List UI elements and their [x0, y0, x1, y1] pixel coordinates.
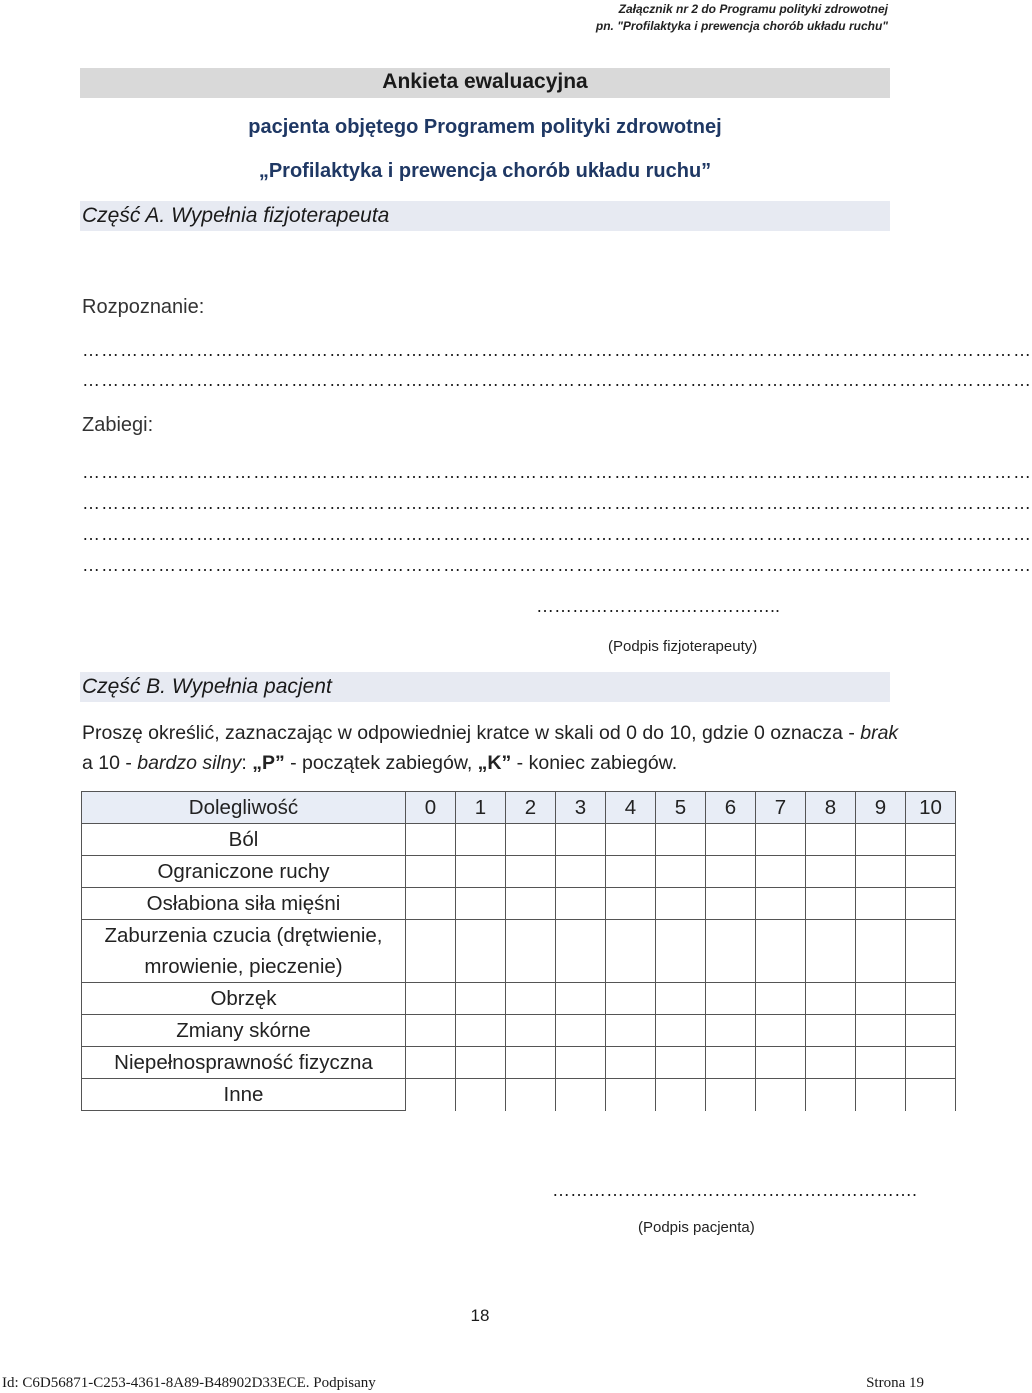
scale-cell-2[interactable]	[506, 1015, 556, 1047]
scale-cell-2[interactable]	[506, 1079, 556, 1111]
scale-cell-9[interactable]	[856, 856, 906, 888]
instructions: Proszę określić, zaznaczając w odpowiedniej kratce w skali od 0 do 10, gdzie 0 oznacza - brak a 10 - bardzo silny: „P” - początek zabiegów, „K” - koniec zabiegów.	[82, 722, 899, 774]
scale-cell-7[interactable]	[756, 1079, 806, 1111]
scale-cell-6[interactable]	[706, 1079, 756, 1111]
scale-cell-3[interactable]	[556, 856, 606, 888]
treatments-line-2[interactable]: ……………………………………………………………………………………………………………………………………	[82, 493, 1032, 513]
scale-cell-8[interactable]	[806, 888, 856, 920]
column-header-9: 9	[856, 792, 906, 824]
scale-cell-4[interactable]	[606, 1047, 656, 1079]
symptom-label: Niepełnosprawność fizyczna	[82, 1047, 406, 1079]
column-header-7: 7	[756, 792, 806, 824]
scale-cell-8[interactable]	[806, 1015, 856, 1047]
scale-cell-1[interactable]	[456, 1047, 506, 1079]
scale-cell-3[interactable]	[556, 888, 606, 920]
symptom-label: Inne	[82, 1079, 406, 1111]
scale-cell-9[interactable]	[856, 888, 906, 920]
column-header-3: 3	[556, 792, 606, 824]
table-row	[82, 1047, 956, 1079]
scale-cell-1[interactable]	[456, 856, 506, 888]
scale-cell-7[interactable]	[756, 920, 806, 983]
scale-cell-0[interactable]	[406, 1079, 456, 1111]
scale-cell-8[interactable]	[806, 920, 856, 983]
header-line-2: pn. "Profilaktyka i prewencja chorób układu ruchu"	[595, 19, 888, 33]
physio-signature-line[interactable]: …………………………………..	[536, 596, 781, 616]
subtitle-program: pacjenta objętego Programem polityki zdrowotnej	[248, 116, 722, 138]
scale-cell-3[interactable]	[556, 1015, 606, 1047]
symptom-label: Zaburzenia czucia (drętwienie, mrowienie, pieczenie)	[82, 920, 406, 983]
page-title: Ankieta ewaluacyjna	[382, 70, 588, 93]
table-header-row	[82, 792, 956, 824]
diagnosis-line-2[interactable]: ……………………………………………………………………………………………………………………………………	[82, 370, 1032, 390]
symptom-label: Ból	[82, 824, 406, 856]
table-row	[82, 1015, 956, 1047]
scale-cell-0[interactable]	[406, 983, 456, 1015]
scale-cell-10[interactable]	[906, 824, 956, 856]
column-header-symptom: Dolegliwość	[82, 792, 406, 824]
page-number: 18	[470, 1306, 490, 1325]
scale-cell-2[interactable]	[506, 920, 556, 983]
scale-cell-0[interactable]	[406, 920, 456, 983]
scale-cell-9[interactable]	[856, 983, 906, 1015]
column-header-5: 5	[656, 792, 706, 824]
scale-cell-4[interactable]	[606, 824, 656, 856]
scale-cell-10[interactable]	[906, 983, 956, 1015]
treatments-label: Zabiegi:	[82, 414, 154, 436]
scale-cell-10[interactable]	[906, 856, 956, 888]
scale-cell-0[interactable]	[406, 824, 456, 856]
scale-cell-6[interactable]	[706, 856, 756, 888]
column-header-8: 8	[806, 792, 856, 824]
scale-cell-5[interactable]	[656, 824, 706, 856]
scale-cell-9[interactable]	[856, 920, 906, 983]
scale-cell-2[interactable]	[506, 888, 556, 920]
scale-cell-0[interactable]	[406, 1047, 456, 1079]
scale-cell-8[interactable]	[806, 983, 856, 1015]
scale-cell-2[interactable]	[506, 856, 556, 888]
scale-cell-9[interactable]	[856, 1047, 906, 1079]
scale-cell-1[interactable]	[456, 983, 506, 1015]
document-id: Id: C6D56871-C253-4361-8A89-B48902D33ECE. Podpisany	[2, 1375, 376, 1391]
table-row	[82, 983, 956, 1015]
scale-cell-10[interactable]	[906, 920, 956, 983]
scale-cell-10[interactable]	[906, 1015, 956, 1047]
header-line-1: Załącznik nr 2 do Programu polityki zdrowotnej	[618, 2, 888, 16]
scale-cell-7[interactable]	[756, 824, 806, 856]
scale-cell-6[interactable]	[706, 920, 756, 983]
scale-cell-10[interactable]	[906, 1047, 956, 1079]
symptom-label: Zmiany skórne	[82, 1015, 406, 1047]
scale-cell-4[interactable]	[606, 983, 656, 1015]
scale-cell-3[interactable]	[556, 983, 606, 1015]
scale-cell-7[interactable]	[756, 1047, 806, 1079]
scale-cell-10[interactable]	[906, 888, 956, 920]
scale-cell-3[interactable]	[556, 1047, 606, 1079]
scale-cell-3[interactable]	[556, 824, 606, 856]
treatments-line-1[interactable]: ……………………………………………………………………………………………………………………………………	[82, 462, 1032, 482]
scale-cell-1[interactable]	[456, 824, 506, 856]
scale-cell-0[interactable]	[406, 856, 456, 888]
table-row	[82, 920, 956, 983]
column-header-2: 2	[506, 792, 556, 824]
scale-cell-8[interactable]	[806, 856, 856, 888]
scale-cell-4[interactable]	[606, 856, 656, 888]
scale-cell-7[interactable]	[756, 856, 806, 888]
scale-cell-1[interactable]	[456, 888, 506, 920]
scale-cell-4[interactable]	[606, 1079, 656, 1111]
table-row	[82, 888, 956, 920]
patient-signature-label: (Podpis pacjenta)	[638, 1219, 755, 1236]
scale-cell-5[interactable]	[656, 1047, 706, 1079]
physio-signature-label: (Podpis fizjoterapeuty)	[608, 638, 758, 655]
treatments-line-3[interactable]: ……………………………………………………………………………………………………………………………………	[82, 524, 1032, 544]
subtitle-program-name: „Profilaktyka i prewencja chorób układu ruchu”	[258, 160, 712, 182]
scale-cell-9[interactable]	[856, 824, 906, 856]
symptom-label: Ograniczone ruchy	[82, 856, 406, 888]
scale-cell-8[interactable]	[806, 1047, 856, 1079]
table-row	[82, 824, 956, 856]
scale-cell-6[interactable]	[706, 1047, 756, 1079]
scale-cell-1[interactable]	[456, 920, 506, 983]
part-a-heading: Część A. Wypełnia fizjoterapeuta	[82, 204, 390, 227]
column-header-10: 10	[906, 792, 956, 824]
scale-cell-5[interactable]	[656, 856, 706, 888]
column-header-0: 0	[406, 792, 456, 824]
scale-cell-7[interactable]	[756, 983, 806, 1015]
scale-cell-5[interactable]	[656, 1015, 706, 1047]
scale-cell-10[interactable]	[906, 1079, 956, 1111]
scale-cell-6[interactable]	[706, 824, 756, 856]
scale-cell-6[interactable]	[706, 983, 756, 1015]
diagnosis-label: Rozpoznanie:	[82, 296, 205, 318]
scale-cell-2[interactable]	[506, 983, 556, 1015]
scale-cell-6[interactable]	[706, 1015, 756, 1047]
scale-cell-2[interactable]	[506, 1047, 556, 1079]
scale-cell-1[interactable]	[456, 1079, 506, 1111]
scale-cell-4[interactable]	[606, 920, 656, 983]
scale-cell-5[interactable]	[656, 1079, 706, 1111]
table-row	[82, 856, 956, 888]
patient-signature-line[interactable]: …………………………………………………….	[552, 1180, 918, 1200]
column-header-6: 6	[706, 792, 756, 824]
symptom-scale-table	[81, 791, 956, 1111]
scale-cell-4[interactable]	[606, 888, 656, 920]
table-row	[82, 1079, 956, 1111]
scale-cell-9[interactable]	[856, 1015, 906, 1047]
scale-cell-7[interactable]	[756, 1015, 806, 1047]
scale-cell-4[interactable]	[606, 1015, 656, 1047]
scale-cell-8[interactable]	[806, 1079, 856, 1111]
scale-cell-9[interactable]	[856, 1079, 906, 1111]
symptom-label: Osłabiona siła mięśni	[82, 888, 406, 920]
treatments-line-4[interactable]: ……………………………………………………………………………………………………………………………………	[82, 555, 1032, 575]
scale-cell-8[interactable]	[806, 824, 856, 856]
scale-cell-1[interactable]	[456, 1015, 506, 1047]
scale-cell-3[interactable]	[556, 920, 606, 983]
part-b-heading: Część B. Wypełnia pacjent	[82, 675, 332, 698]
scale-cell-2[interactable]	[506, 824, 556, 856]
column-header-1: 1	[456, 792, 506, 824]
scale-cell-3[interactable]	[556, 1079, 606, 1111]
scale-cell-0[interactable]	[406, 888, 456, 920]
column-header-4: 4	[606, 792, 656, 824]
scale-cell-5[interactable]	[656, 888, 706, 920]
page-counter: Strona 19	[866, 1375, 924, 1391]
scale-cell-5[interactable]	[656, 983, 706, 1015]
symptom-label: Obrzęk	[82, 983, 406, 1015]
scale-cell-7[interactable]	[756, 888, 806, 920]
scale-cell-6[interactable]	[706, 888, 756, 920]
scale-cell-5[interactable]	[656, 920, 706, 983]
scale-cell-0[interactable]	[406, 1015, 456, 1047]
diagnosis-line-1[interactable]: ……………………………………………………………………………………………………………………………………	[82, 340, 1032, 360]
